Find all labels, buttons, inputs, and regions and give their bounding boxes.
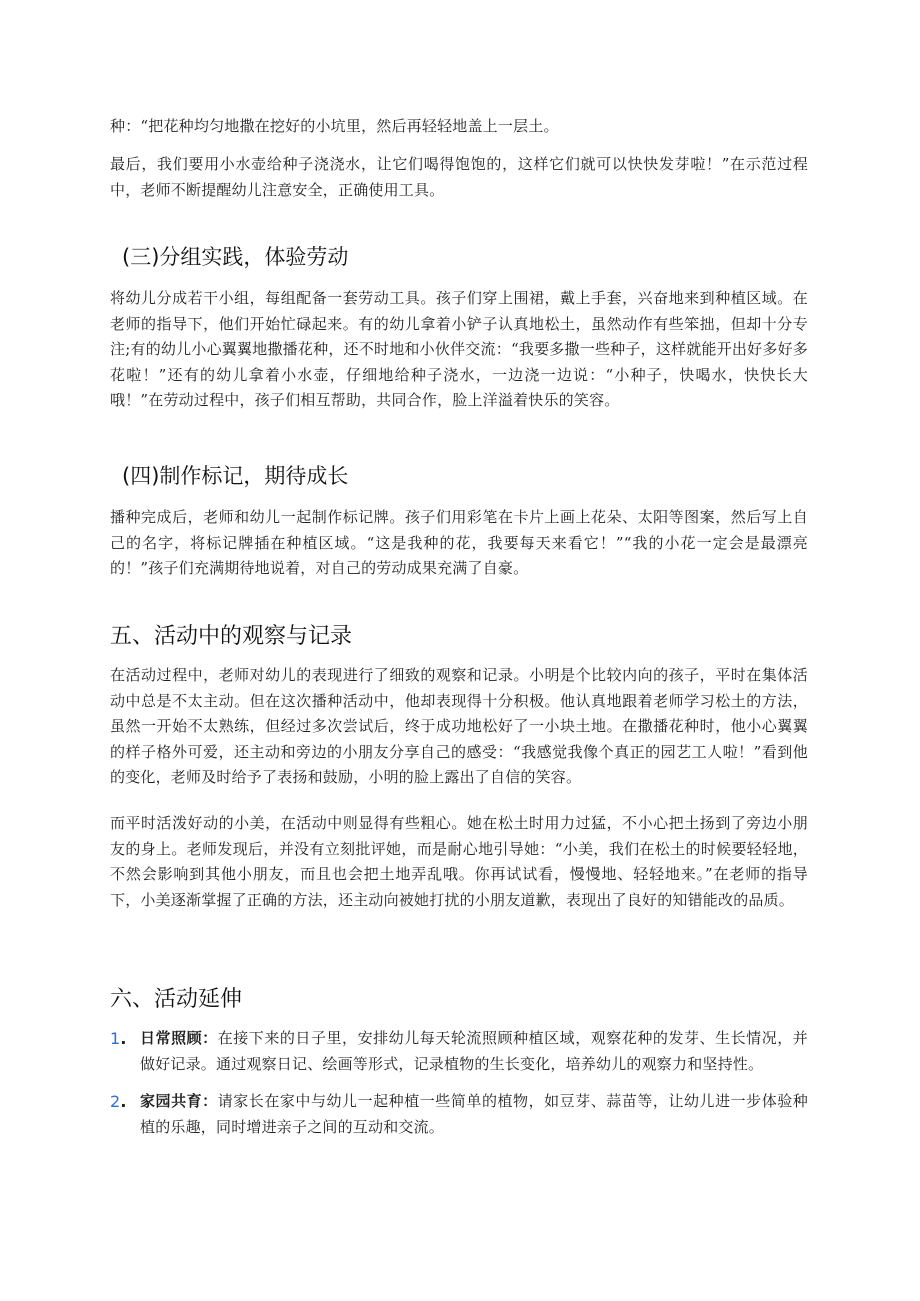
section-heading-three: (三)分组实践，体验劳动 [122, 245, 349, 269]
list-item [110, 1026, 808, 1077]
list-number: 2. [110, 1092, 127, 1111]
paragraph-observation-xiaomei: 而平时活泼好动的小美，在活动中则显得有些粗心。她在松土时用力过猛，不小心把土扬到了旁边小朋友的身上。老师发现后，并没有立刻批评她，而是耐心地引导她：“小美，我们在松土的时候要轻轻地，不然会影响到其他小朋友，而且也会把土地弄乱哦。你再试试看，慢慢地、轻轻地来。”在老师的指导下，小美逐渐掌握了正确的方法，还主动向被她打扰的小朋友道歉，表现出了良好的知错能改的品质。 [110, 814, 808, 909]
extension-list [110, 1026, 808, 1140]
paragraph-watering: 最后，我们要用小水壶给种子浇浇水，让它们喝得饱饱的，这样它们就可以快快发芽啦！”在示范过程中，老师不断提醒幼儿注意安全，正确使用工具。 [110, 155, 808, 199]
paragraph-section-four: 播种完成后，老师和幼儿一起制作标记牌。孩子们用彩笔在卡片上画上花朵、太阳等图案，然后写上自己的名字，将标记牌插在种植区域。“这是我种的花，我要每天来看它！”“我的小花一定会是最漂亮的！”孩子们充满期待地说着，对自己的劳动成果充满了自豪。 [110, 508, 808, 577]
list-item-title: 日常照顾： [140, 1029, 218, 1047]
paragraph-observation-xiaoming: 在活动过程中，老师对幼儿的表现进行了细致的观察和记录。小明是个比较内向的孩子，平时在集体活动中总是不太主动。但在这次播种活动中，他却表现得十分积极。他认真地跟着老师学习松土的方法，虽然一开始不太熟练，但经过多次尝试后，终于成功地松好了一小块土地。在撒播花种时，他小心翼翼的样子格外可爱，还主动和旁边的小朋友分享自己的感受：“我感觉我像个真正的园艺工人啦！”看到他的变化，老师及时给予了表扬和鼓励，小明的脸上露出了自信的笑容。 [110, 666, 808, 786]
list-item [110, 1089, 808, 1140]
list-item-text: 在接下来的日子里，安排幼儿每天轮流照顾种植区域，观察花种的发芽、生长情况，并做好记录。通过观察日记、绘画等形式，记录植物的生长变化，培养幼儿的观察力和坚持性。 [140, 1029, 808, 1073]
list-item-text: 请家长在家中与幼儿一起种植一些简单的植物，如豆芽、蒜苗等，让幼儿进一步体验种植的乐趣，同时增进亲子之间的互动和交流。 [140, 1092, 808, 1136]
section-heading-four: (四)制作标记，期待成长 [122, 464, 349, 488]
paragraph-section-three: 将幼儿分成若干小组，每组配备一套劳动工具。孩子们穿上围裙，戴上手套，兴奋地来到种植区域。在老师的指导下，他们开始忙碌起来。有的幼儿拿着小铲子认真地松土，虽然动作有些笨拙，但却十分专注;有的幼儿小心翼翼地撒播花种，还不时地和小伙伴交流：“我要多撒一些种子，这样就能开出好多好多花啦！”还有的幼儿拿着小水壶，仔细地给种子浇水，一边浇一边说：“小种子，快喝水，快快长大哦！”在劳动过程中，孩子们相互帮助，共同合作，脸上洋溢着快乐的笑容。 [110, 289, 808, 409]
list-item-body [140, 1089, 808, 1140]
section-heading-six: 六、活动延伸 [110, 987, 243, 1012]
list-number: 1. [110, 1029, 127, 1048]
section-heading-five: 五、活动中的观察与记录 [110, 624, 353, 649]
paragraph-seeding: 种：“把花种均匀地撒在挖好的小坑里，然后再轻轻地盖上一层土。 [110, 117, 559, 135]
list-item-title: 家园共育： [140, 1092, 218, 1110]
list-item-body [140, 1026, 808, 1077]
